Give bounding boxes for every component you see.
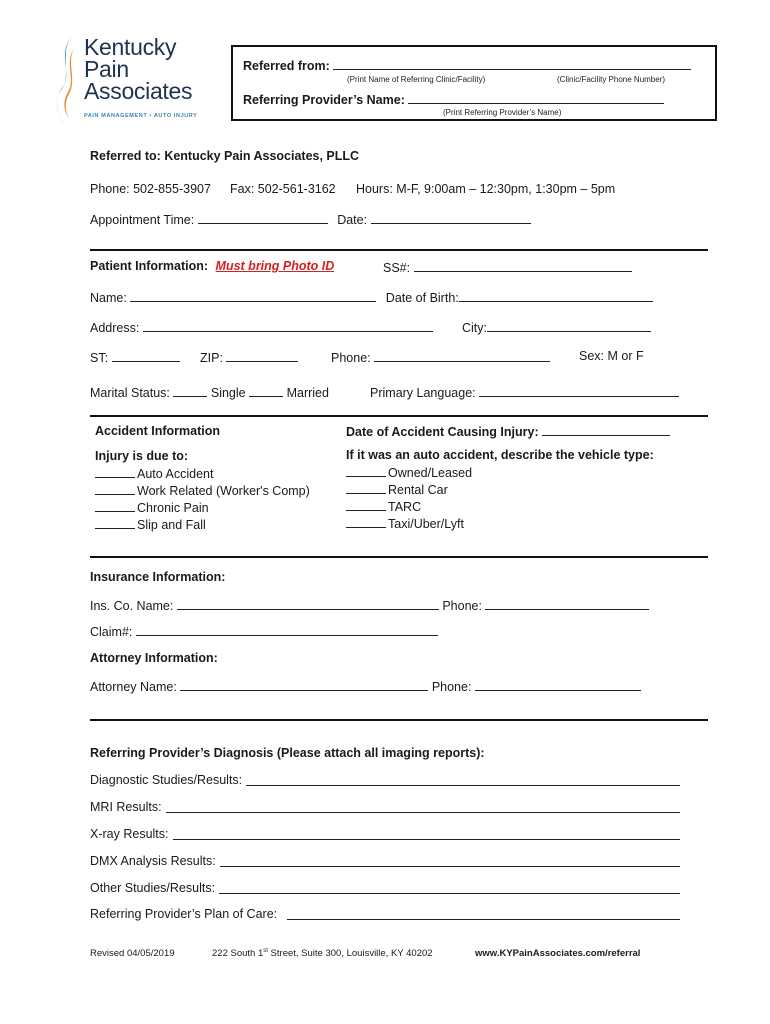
ss-label: SS#: xyxy=(383,261,411,275)
appointment-date-field[interactable] xyxy=(371,211,531,224)
logo-tagline: PAIN MANAGEMENT • AUTO INJURY xyxy=(84,113,198,119)
diagnostic-studies-field[interactable] xyxy=(246,773,680,786)
kpa-fax: Fax: 502-561-3162 xyxy=(230,182,336,196)
footer-website[interactable]: www.KYPainAssociates.com/referral xyxy=(475,948,641,959)
attorney-phone-field[interactable] xyxy=(475,678,641,691)
vehicle-option[interactable] xyxy=(346,499,421,514)
referred-from-field[interactable] xyxy=(333,57,691,70)
logo-line-3: Associates xyxy=(84,78,193,104)
diagnosis-field-row xyxy=(90,800,680,814)
provider-name-label: Referring Provider’s Name: xyxy=(243,93,405,107)
phone-hint: (Clinic/Facility Phone Number) xyxy=(557,75,666,84)
diagnosis-field-row xyxy=(90,854,680,868)
other-studies-label: Other Studies/Results: xyxy=(90,881,216,895)
footer-address-post: Street, Suite 300, Louisville, KY 40202 xyxy=(267,948,433,960)
kpa-phone: Phone: 502-855-3907 xyxy=(90,182,211,196)
ins-co-label: Ins. Co. Name: xyxy=(90,599,174,613)
footer-address-sup: st xyxy=(263,948,268,954)
diagnosis-field-row xyxy=(90,827,680,841)
patient-phone-row xyxy=(331,349,550,365)
city-row xyxy=(462,319,651,335)
dob-field[interactable] xyxy=(459,289,653,302)
name-row xyxy=(90,289,653,305)
ins-co-row xyxy=(90,597,649,613)
injury-option-label: Auto Accident xyxy=(137,467,214,481)
dob-label: Date of Birth: xyxy=(385,291,459,305)
zip-field[interactable] xyxy=(226,349,298,362)
divider xyxy=(90,719,708,721)
provider-name-field[interactable] xyxy=(408,91,664,104)
accident-date-label: Date of Accident Causing Injury: xyxy=(346,425,539,439)
language-field[interactable] xyxy=(479,384,679,397)
vehicle-option-label: Owned/Leased xyxy=(388,466,473,480)
mri-results-field[interactable] xyxy=(166,800,680,813)
claim-row xyxy=(90,623,438,639)
referred-from-label: Referred from: xyxy=(243,59,330,73)
vehicle-option[interactable] xyxy=(346,465,472,480)
st-field[interactable] xyxy=(112,349,180,362)
patient-phone-field[interactable] xyxy=(374,349,550,362)
dmx-results-label: DMX Analysis Results: xyxy=(90,854,216,868)
attorney-name-label: Attorney Name: xyxy=(90,680,177,694)
ins-phone-field[interactable] xyxy=(485,597,649,610)
address-field[interactable] xyxy=(143,319,433,332)
injury-option[interactable] xyxy=(95,517,206,532)
ss-field[interactable] xyxy=(414,259,632,272)
language-row xyxy=(370,384,679,400)
attorney-phone-label: Phone: xyxy=(431,680,472,694)
marital-row xyxy=(90,384,329,400)
divider xyxy=(90,415,708,417)
st-label: ST: xyxy=(90,351,109,365)
referred-to: Referred to: Kentucky Pain Associates, PLLC xyxy=(90,149,360,163)
appointment-row xyxy=(90,211,531,227)
revised-date: Revised 04/05/2019 xyxy=(90,948,175,959)
vehicle-option[interactable] xyxy=(346,482,448,497)
city-field[interactable] xyxy=(487,319,651,332)
patient-phone-label: Phone: xyxy=(331,351,371,365)
accident-title: Accident Information xyxy=(95,424,221,438)
marital-label: Marital Status: xyxy=(90,386,170,400)
married-checkbox-line[interactable] xyxy=(249,384,283,397)
diagnostic-studies-label: Diagnostic Studies/Results: xyxy=(90,773,243,787)
appointment-time-field[interactable] xyxy=(198,211,328,224)
referral-box xyxy=(231,45,717,121)
footer-address-pre: 222 South 1 xyxy=(212,948,264,960)
vehicle-option-label: Taxi/Uber/Lyft xyxy=(388,517,464,531)
diagnosis-field-row xyxy=(90,881,680,895)
provider-hint: (Print Referring Provider’s Name) xyxy=(443,108,562,117)
address-label: Address: xyxy=(90,321,140,335)
accident-date-row xyxy=(346,423,670,439)
claim-field[interactable] xyxy=(136,623,438,636)
attorney-title: Attorney Information: xyxy=(90,651,218,665)
plan-of-care-label: Referring Provider’s Plan of Care: xyxy=(90,907,278,921)
city-label: City: xyxy=(462,321,487,335)
patient-header-row xyxy=(90,259,334,273)
xray-results-label: X-ray Results: xyxy=(90,827,169,841)
clinic-hint: (Print Name of Referring Clinic/Facility) xyxy=(347,75,486,84)
st-row xyxy=(90,349,180,365)
logo-line-2: Pain xyxy=(84,56,129,82)
language-label: Primary Language: xyxy=(370,386,476,400)
vehicle-label: If it was an auto accident, describe the vehicle type: xyxy=(346,448,654,462)
diagnosis-title: Referring Provider’s Diagnosis (Please attach all imaging reports): xyxy=(90,746,485,760)
xray-results-field[interactable] xyxy=(173,827,681,840)
name-label: Name: xyxy=(90,291,127,305)
footer-address xyxy=(212,948,433,959)
provider-name-row xyxy=(243,91,664,107)
claim-label: Claim#: xyxy=(90,625,133,639)
married-option: Married xyxy=(286,386,329,400)
injury-option-label: Work Related (Worker's Comp) xyxy=(137,484,310,498)
vehicle-option-label: Rental Car xyxy=(388,483,448,497)
logo-line-1: Kentucky xyxy=(84,34,177,60)
appointment-date-label: Date: xyxy=(337,213,368,227)
patient-info-title: Patient Information: xyxy=(90,259,209,273)
appointment-time-label: Appointment Time: xyxy=(90,213,195,227)
company-logo xyxy=(52,34,212,126)
injury-option[interactable] xyxy=(95,466,213,481)
accident-date-field[interactable] xyxy=(542,423,670,436)
single-option: Single xyxy=(210,386,246,400)
zip-label: ZIP: xyxy=(200,351,223,365)
insurance-title: Insurance Information: xyxy=(90,570,226,584)
sex-label[interactable]: Sex: M or F xyxy=(579,349,644,363)
address-row xyxy=(90,319,433,335)
kpa-hours: Hours: M-F, 9:00am – 12:30pm, 1:30pm – 5pm xyxy=(356,182,616,196)
photo-id-note: Must bring Photo ID xyxy=(215,259,335,273)
other-studies-field[interactable] xyxy=(219,881,680,894)
divider xyxy=(90,556,708,558)
mri-results-label: MRI Results: xyxy=(90,800,162,814)
ins-phone-label: Phone: xyxy=(442,599,482,613)
attorney-row xyxy=(90,678,641,694)
injury-option[interactable] xyxy=(95,500,209,515)
injury-option-label: Chronic Pain xyxy=(137,501,209,515)
vehicle-option[interactable] xyxy=(346,516,464,531)
single-checkbox-line[interactable] xyxy=(173,384,207,397)
attorney-name-field[interactable] xyxy=(180,678,428,691)
vehicle-option-label: TARC xyxy=(388,500,422,514)
divider xyxy=(90,249,708,251)
dmx-results-field[interactable] xyxy=(220,854,680,867)
diagnosis-field-row xyxy=(90,907,680,921)
diagnosis-field-row xyxy=(90,773,680,787)
name-field[interactable] xyxy=(130,289,376,302)
ss-row xyxy=(383,259,632,275)
ins-co-field[interactable] xyxy=(177,597,439,610)
injury-due-label: Injury is due to: xyxy=(95,449,189,463)
plan-of-care-field[interactable] xyxy=(287,907,680,920)
flame-logo-icon xyxy=(52,34,82,126)
injury-option-label: Slip and Fall xyxy=(137,518,206,532)
injury-option[interactable] xyxy=(95,483,310,498)
referred-from-row xyxy=(243,57,691,73)
zip-row xyxy=(200,349,298,365)
